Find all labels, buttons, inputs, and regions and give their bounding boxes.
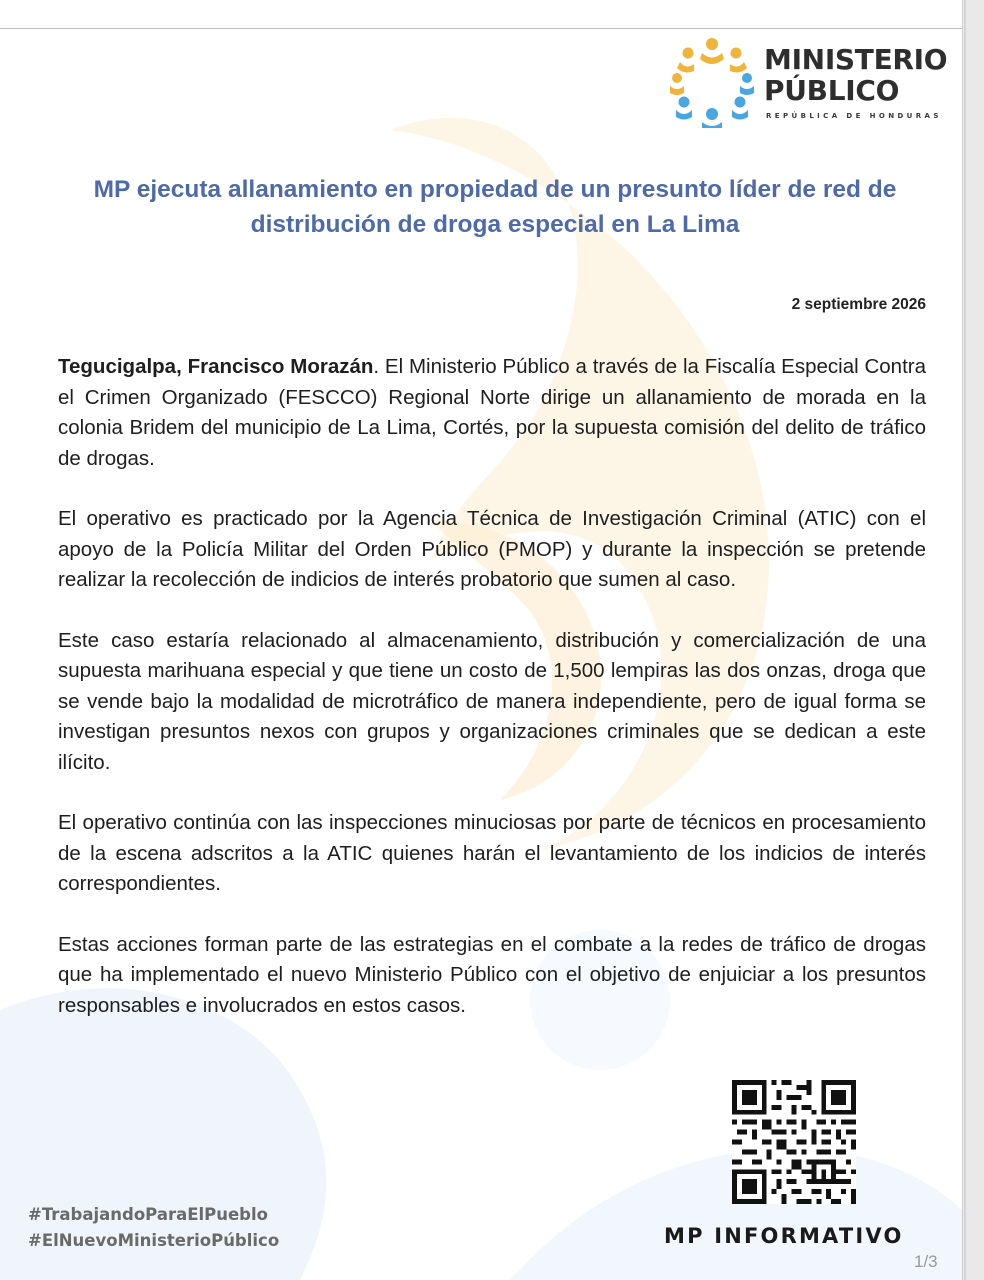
people-circle-icon bbox=[668, 36, 756, 128]
press-release-headline: MP ejecuta allanamiento en propiedad de un presunto líder de red de distribución de droga especial en La Lima bbox=[93, 176, 897, 238]
body-paragraph-3: Este caso estaría relacionado al almacenamiento, distribución y comercialización de una supuesta marihuana especial y que tiene un costo de 1,500 lempiras las dos onzas, droga que se vende bajo la modalidad de microtráfico de manera independiente, pero de igual forma se investigan presuntos nexos con grupos y organizaciones criminales que se dedican a este ilícito. bbox=[58, 628, 926, 774]
body-paragraph-2: El operativo es practicado por la Agencia Técnica de Investigación Criminal (ATIC) con el apoyo de la Policía Militar del Orden Público (PMOP) y durante la inspección se pretende realizar la recolección de indicios de interés probatorio que sumen al caso. bbox=[58, 507, 926, 591]
viewer-edge bbox=[964, 0, 966, 1280]
logo-title-line-2: PÚBLICO bbox=[764, 74, 900, 107]
logo-title-line-1: MINISTERIO bbox=[764, 43, 948, 76]
dateline: Tegucigalpa, Francisco Morazán bbox=[58, 355, 374, 378]
page-indicator: 1/3 bbox=[914, 1252, 938, 1271]
logo-subtitle: REPÚBLICA DE HONDURAS bbox=[766, 112, 942, 120]
mp-informativo-label: MP INFORMATIVO bbox=[664, 1224, 904, 1248]
ministerio-publico-logo bbox=[668, 36, 958, 132]
release-date: 2 septiembre 2026 bbox=[791, 296, 926, 313]
press-release-body bbox=[58, 352, 926, 1051]
qr-code-icon bbox=[732, 1080, 856, 1204]
body-paragraph-1 bbox=[58, 352, 926, 474]
hashtag-trabajando-para-el-pueblo: #TrabajandoParaElPueblo bbox=[28, 1205, 268, 1224]
body-paragraph-1-text: . El Ministerio Público a través de la Fiscalía Especial Contra el Crimen Organizado (FESCCO) Regional Norte dirige un allanamiento de morada en la colonia Bridem del municipio de La Lima, Cortés, por la supuesta comisión del delito de tráfico de drogas. bbox=[58, 355, 926, 470]
hashtag-list bbox=[28, 1202, 279, 1254]
body-paragraph-5: Estas acciones forman parte de las estrategias en el combate a la redes de tráfico de drogas que ha implementado el nuevo Ministerio Público con el objetivo de enjuiciar a los presuntos responsables e involucrados en estos casos. bbox=[58, 932, 926, 1017]
hashtag-el-nuevo-ministerio-publico: #ElNuevoMinisterioPúblico bbox=[28, 1231, 280, 1250]
logo-title bbox=[764, 44, 947, 106]
body-paragraph-4: El operativo continúa con las inspecciones minuciosas por parte de técnicos en procesamiento de la escena adscritos a la ATIC quienes harán el levantamiento de los indicios de interés correspondientes. bbox=[58, 811, 926, 895]
